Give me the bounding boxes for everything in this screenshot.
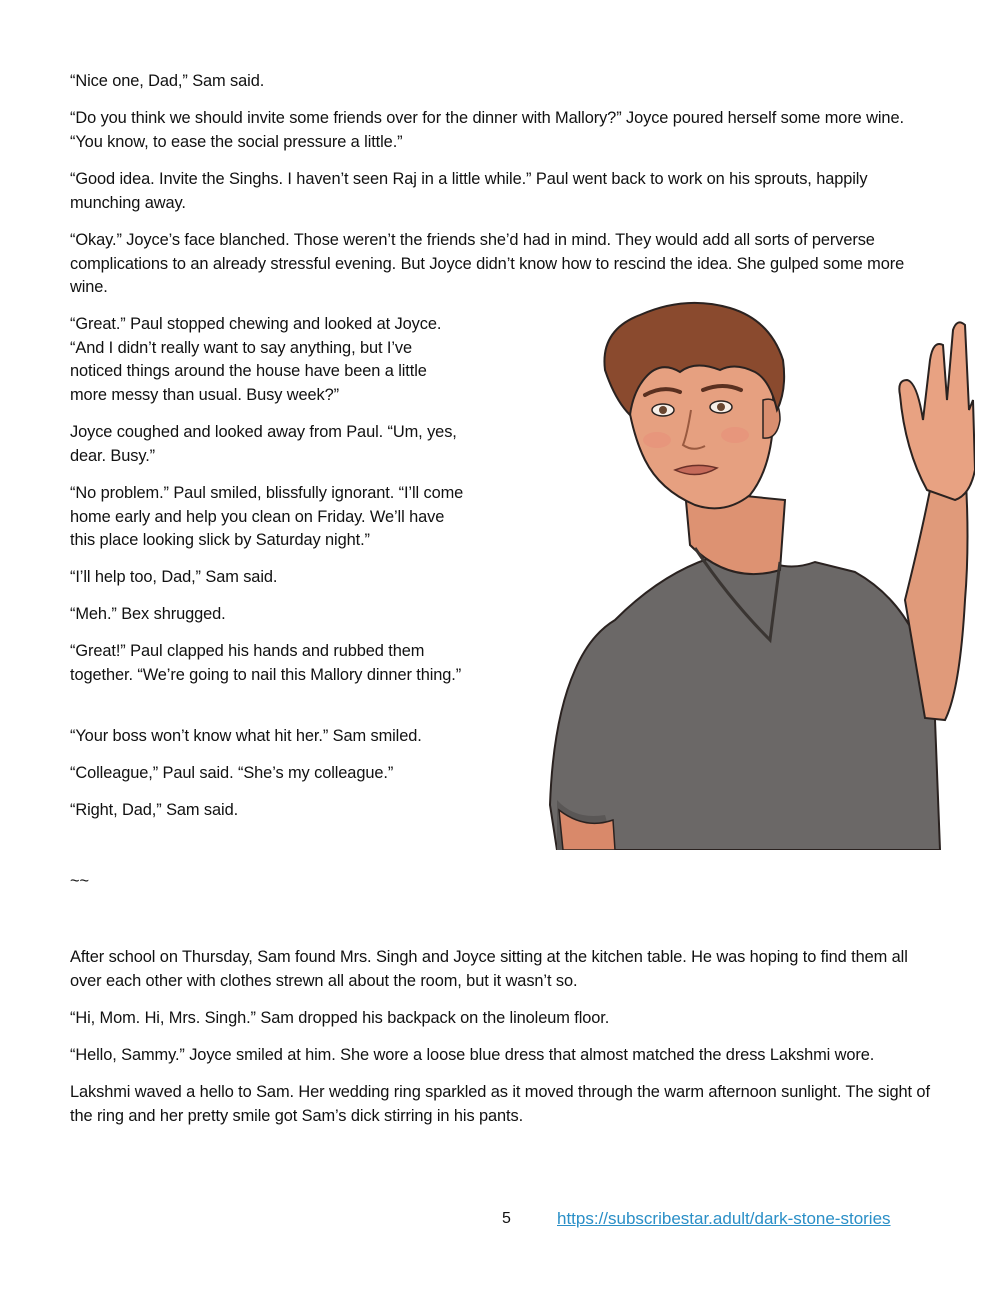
paragraph: “Nice one, Dad,” Sam said.	[70, 72, 265, 90]
paragraph: “Hello, Sammy.” Joyce smiled at him. She wore a loose blue dress that almost matched the dress Lakshmi wore.	[70, 1046, 875, 1064]
subscribestar-link[interactable]: https://subscribestar.adult/dark-stone-stories	[557, 1209, 891, 1228]
paragraph: “Colleague,” Paul said. “She’s my colleague.”	[70, 764, 394, 782]
paragraph: “Good idea. Invite the Singhs. I haven’t seen Raj in a little while.” Paul went back to work on his sprouts, happily munching away.	[70, 170, 868, 212]
paragraph: “I’ll help too, Dad,” Sam said.	[70, 568, 278, 586]
paragraph: “Right, Dad,” Sam said.	[70, 801, 239, 819]
section-separator: ~~	[70, 872, 89, 890]
paragraph: “No problem.” Paul smiled, blissfully ignorant. “I’ll come home early and help you clean on Friday. We’ll have this place looking slick by Saturday night.”	[70, 484, 464, 549]
paragraph: “Your boss won’t know what hit her.” Sam smiled.	[70, 727, 422, 745]
paragraph: Joyce coughed and looked away from Paul. “Um, yes, dear. Busy.”	[70, 423, 457, 465]
paragraph: “Meh.” Bex shrugged.	[70, 605, 226, 623]
paragraph: “Do you think we should invite some friends over for the dinner with Mallory?” Joyce poured herself some more wine. “You know, to ease the social pressure a little.”	[70, 109, 904, 151]
paragraph: “Hi, Mom. Hi, Mrs. Singh.” Sam dropped his backpack on the linoleum floor.	[70, 1009, 610, 1027]
paragraph: Lakshmi waved a hello to Sam. Her wedding ring sparkled as it moved through the warm afternoon sunlight. The sight of the ring and her pretty smile got Sam’s dick stirring in his pants.	[70, 1083, 930, 1125]
page-number: 5	[502, 1210, 511, 1227]
paragraph: “Great!” Paul clapped his hands and rubbed them together. “We’re going to nail this Mallory dinner thing.”	[70, 642, 462, 684]
paragraph: After school on Thursday, Sam found Mrs. Singh and Joyce sitting at the kitchen table. He was hoping to find them all over each other with clothes strewn all about the room, but it wasn’t so.	[70, 948, 908, 990]
paragraph: “Okay.” Joyce’s face blanched. Those weren’t the friends she’d had in mind. They would add all sorts of perverse complications to an already stressful evening. But Joyce didn’t know how to rescind the idea. She gulped some more wine.	[70, 231, 905, 296]
paragraph: “Great.” Paul stopped chewing and looked at Joyce. “And I didn’t really want to say anything, but I’ve noticed things around the house have been a little more messy than usual. Busy week?”	[70, 315, 442, 404]
character-illustration	[545, 300, 975, 850]
